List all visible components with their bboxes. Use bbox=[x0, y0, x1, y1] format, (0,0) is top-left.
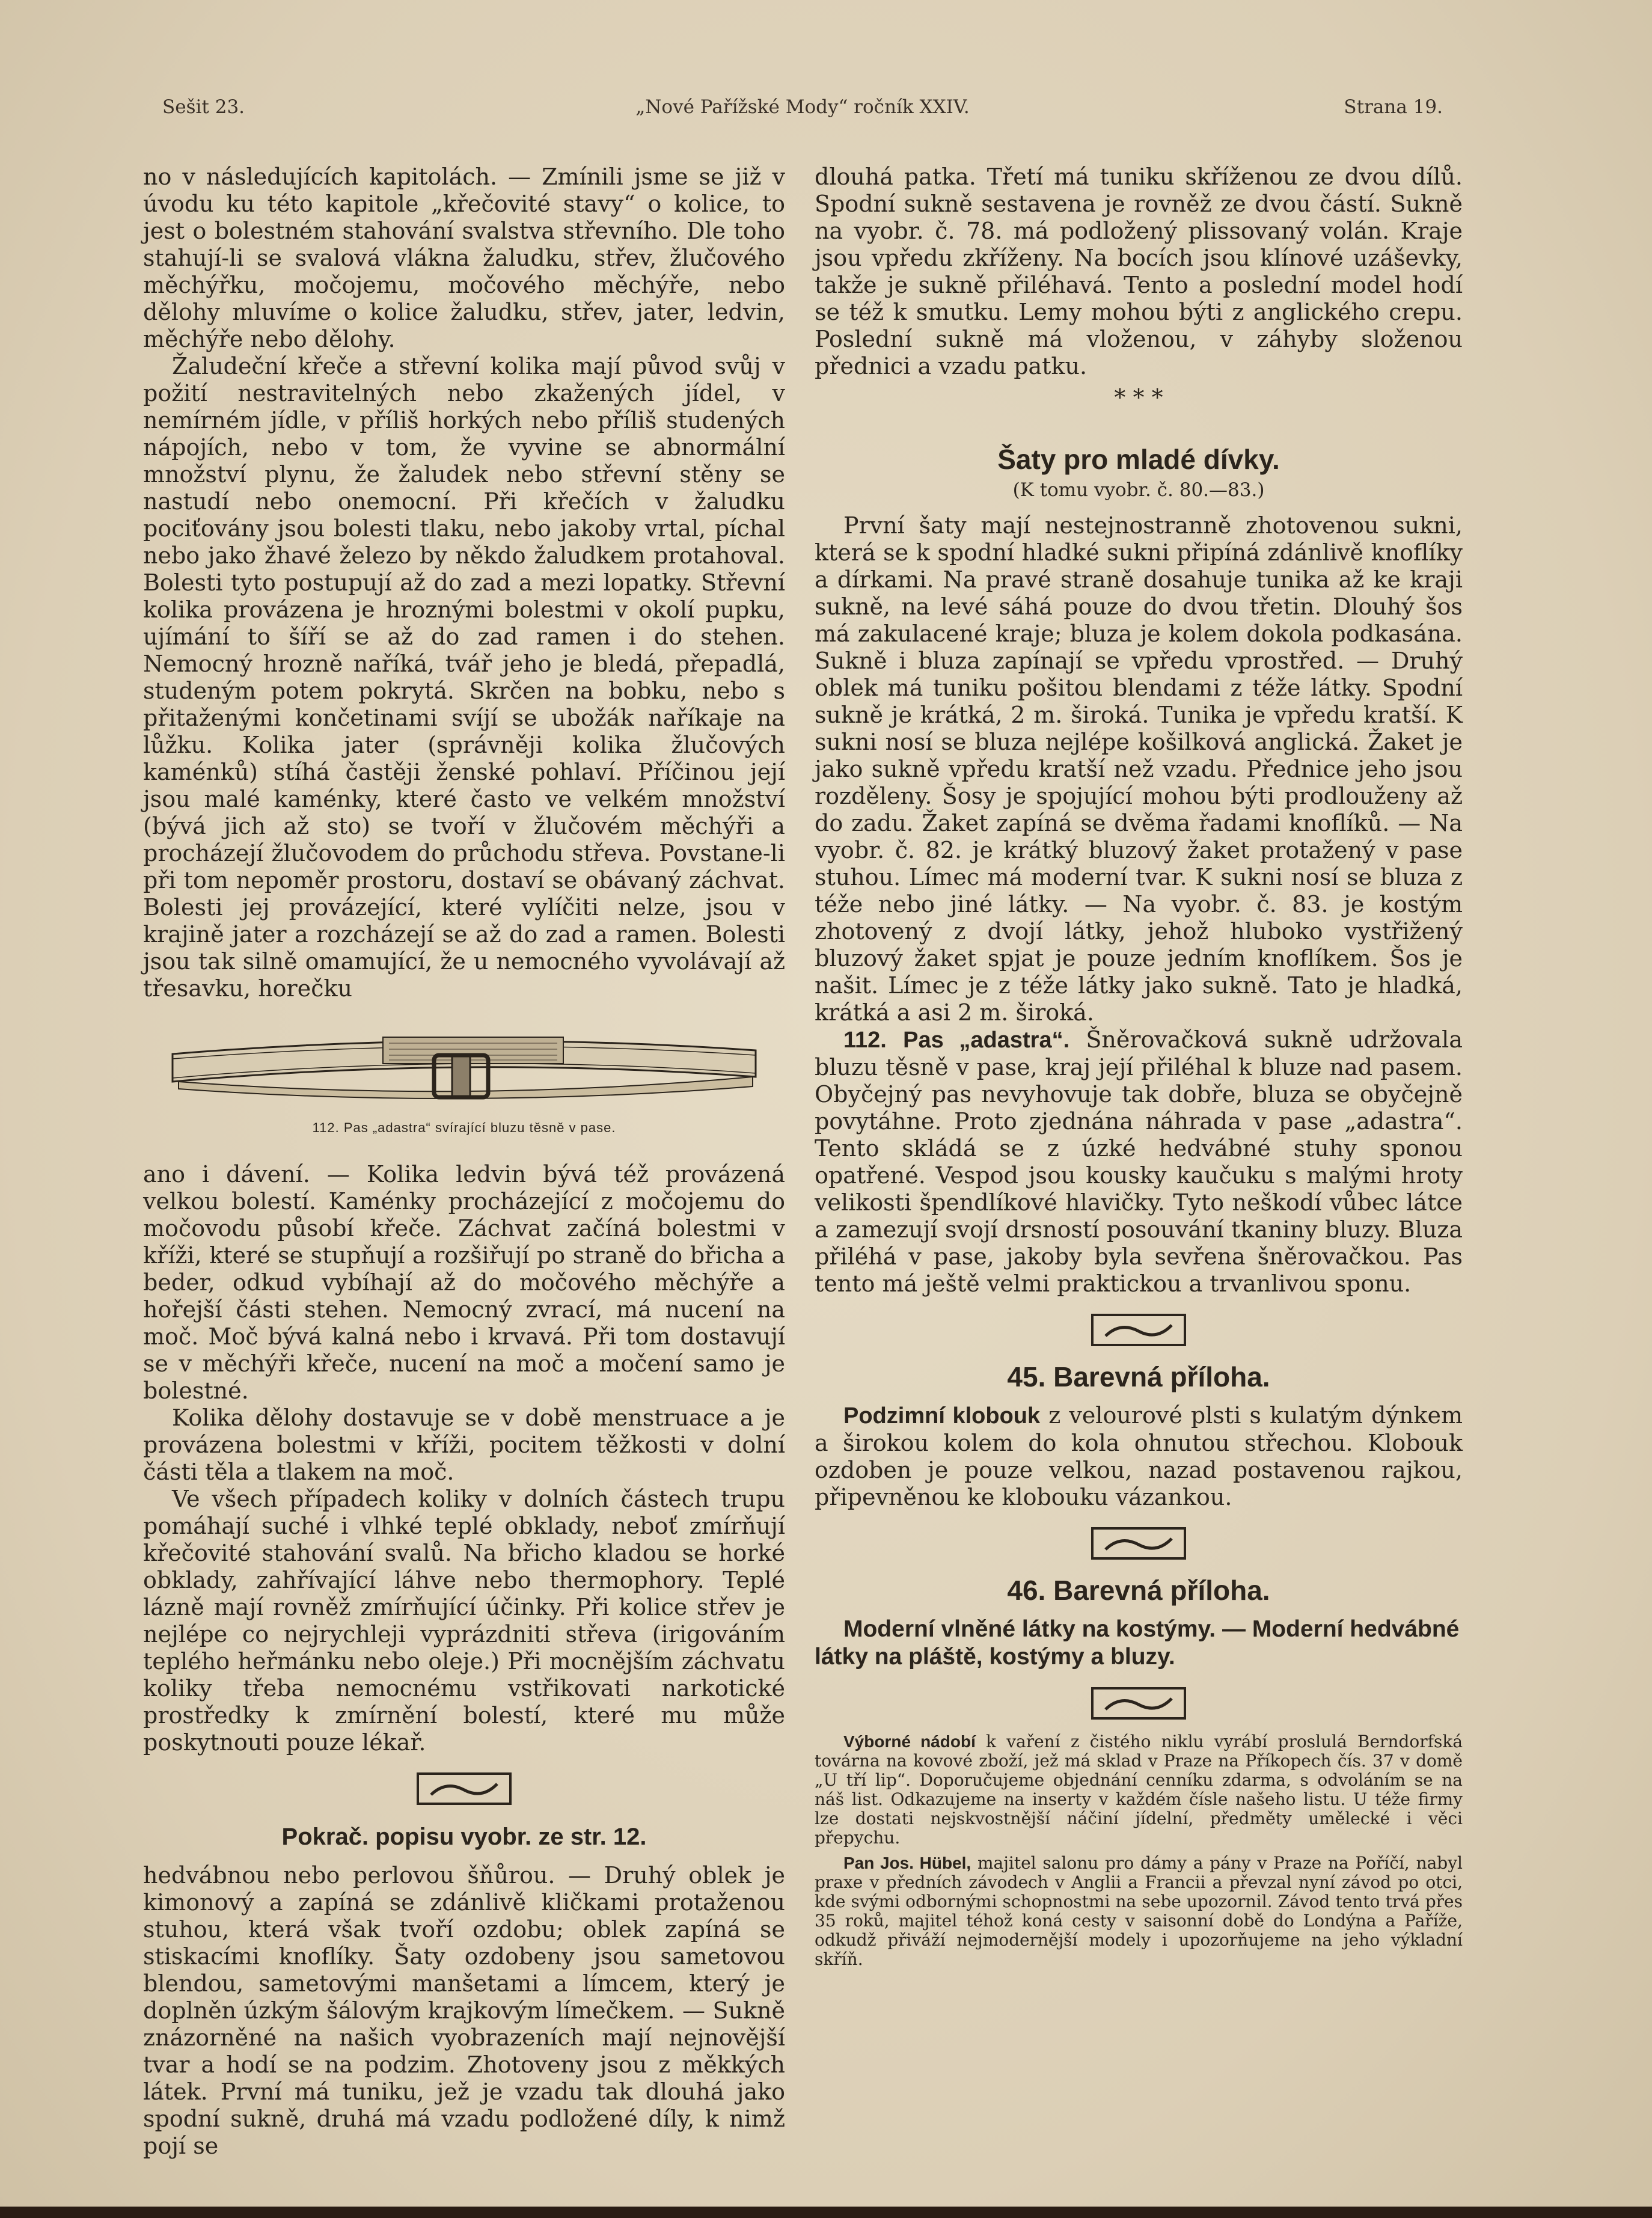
advertisement-hubel bbox=[815, 1854, 1463, 1969]
paragraph-continuation: hedvábnou nebo perlovou šňůrou. — Druhý oblek je kimonový a zapíná se zdánlivě kličkami protaženou stuhou, která však tvoří ozdobu; oblek zapíná se stiskacími knoflíky. Šaty ozdobeny jsou sametovou blendou, sametovými manšetami a límcem, který je doplněn úzkým šálovým krajkovým límečkem. — Sukně znázorněné na našich vyobrazeních mají nejnovější tvar a hodí se na podzim. Zhotoveny jsou z měkkých látek. První má tuniku, jež je vzadu tak dlouhá jako spodní sukně, druhá má vzadu podložené díly, k nimž pojí se bbox=[143, 1862, 785, 2159]
ad-hubel-text: majitel salonu pro dámy a pány v Praze na Poříčí, nabyl praxe v předních závodech v Anglii a Francii a převzal nyní závod po otci, kde svými odbornými schopnostmi na sebe upozornil. Závod tento trvá přes 35 roků, majitel téhož koná cesty v saisonní době do Londýna a Paříže, odkudž přiváží nejmodernější modely i upozorňujeme na jeho výkladní skříň. bbox=[815, 1853, 1463, 1969]
ad-berndorf-title: Výborné nádobí bbox=[843, 1732, 976, 1751]
issue-number: Sešit 23. bbox=[162, 96, 245, 118]
section-heading-girls-dresses: Šaty pro mladé dívky. bbox=[997, 444, 1280, 475]
ornament-divider bbox=[1091, 1527, 1187, 1560]
ornament-divider bbox=[416, 1772, 512, 1806]
paragraph-plate-45 bbox=[815, 1402, 1463, 1511]
asterism-divider: * * * bbox=[1114, 384, 1163, 411]
section-subheading: (K tomu vyobr. č. 80.—83.) bbox=[1012, 479, 1265, 501]
ornament-divider bbox=[1091, 1313, 1187, 1347]
paragraph-kidney-colic: ano i dávení. — Kolika ledvin bývá též provázená velkou bolestí. Kaménky procházející z močojemu do močovodu působí křeče. Záchvat začíná bolestmi v kříži, které se stupňují a rozšiřují po straně do břicha a beder, odkud vybíhají až do močového měchýře a hořejší části stehen. Nemocný zvrací, má nucení na moč. Moč bývá kalná nebo i krvavá. Při tom dostavují se v měchýři křeče, nucení na moč a močení samo je bolestné. bbox=[143, 1161, 785, 1404]
paragraph-girls-dresses: První šaty mají nestejnostranně zhotovenou sukni, která se k spodní hladké sukni připíná zdánlivě knoflíky a dírkami. Na pravé straně dosahuje tunika až ke kraji sukně, na levé sáhá pouze do dvou třetin. Dlouhý šos má zakulacené kraje; bluza je kolem dokola podkasána. Sukně i bluza zapínají se vpředu vprostřed. — Druhý oblek má tuniku pošitou blendami z téže látky. Spodní sukně je krátká, 2 m. široká. Tunika je vpředu kratší. K sukni nosí se bluza nejlépe košilková anglická. Žaket je jako sukně vpředu kratší než vzadu. Přednice jeho jsou rozděleny. Šosy je spojující mohou býti prodlouženy až do zadu. Žaket zapíná se dvěma řadami knoflíků. — Na vyobr. č. 82. je krátký bluzový žaket protažený v pase stuhou. Límec má moderní tvar. K sukni nosí se bluza z téže nebo jiné látky. — Na vyobr. č. 83. je kostým zhotovený z dvojí látky, jehož hluboko vystřižený bluzový žaket spjat je pouze jedním knoflíkem. Šos je našit. Límec je z téže látky jako sukně. Tato je hladká, krátká a asi 2 m. široká. bbox=[815, 512, 1463, 1026]
adastra-title: Pas „adastra“. bbox=[903, 1028, 1070, 1053]
autumn-hat-title: Podzimní klobouk bbox=[843, 1403, 1041, 1429]
figure-number: 112. bbox=[843, 1028, 887, 1053]
paragraph-uterine-colic: Kolika dělohy dostavuje se v době menstruace a je provázena bolestmi v kříži, pocitem těžkosti v dolní části těla a tlakem na moč. bbox=[143, 1405, 785, 1485]
advertisement-berndorf bbox=[815, 1732, 1463, 1848]
belt-figure bbox=[143, 1019, 785, 1136]
right-column bbox=[815, 164, 1463, 1969]
paragraph-treatment: Ve všech případech koliky v dolních částech trupu pomáhají suché i vlhké teplé obklady, neboť zmírňují křečovité stahování svalů. Na břicho kladou se horké obklady, zahřívající láhve nebo thermophory. Teplé lázně mají rovněž zmírňující účinky. Při kolice střev je nejlépe co nejrychleji vyprázdniti střeva (irigováním teplého heřmánku nebo oleje.) Při mocnějším záchvatu koliky třeba nemocnému vstřikovati narkotické prostředky k zmírnění bolestí, které mu může poskytnouti pouze lékař. bbox=[143, 1486, 785, 1756]
magazine-title: „Nové Pařížské Mody“ ročník XXIV. bbox=[635, 96, 970, 118]
page-number: Strana 19. bbox=[1344, 96, 1443, 118]
figure-caption: 112. Pas „adastra“ svírající bluzu těsně v pase. bbox=[312, 1120, 616, 1135]
paragraph-plate-46: Moderní vlněné látky na kostýmy. — Moderní hedvábné látky na pláště, kostýmy a bluzy. bbox=[815, 1616, 1460, 1670]
paragraph-skirts: dlouhá patka. Třetí má tuniku skříženou ze dvou dílů. Spodní sukně sestavena je rovněž ze dvou částí. Sukně na vyobr. č. 78. má podložený plissovaný volán. Kraje jsou vpředu zkříženy. Na bocích jsou klínové uzáševky, takže je sukně přiléhavá. Tento a poslední model hodí se též k smutku. Lemy mohou býti z anglického crepu. Poslední sukně má vloženou, v záhyby složenou přednici a vzadu patku. bbox=[815, 164, 1463, 379]
page-bottom-edge bbox=[0, 2207, 1652, 2218]
plate-45-heading: 45. Barevná příloha. bbox=[1007, 1361, 1270, 1392]
ad-hubel-title: Pan Jos. Hübel, bbox=[843, 1854, 971, 1872]
adastra-text: Šněrovačková sukně udržovala bluzu těsně v pase, kraj její přiléhal k bluze nad pasem. Obyčejný pas nevyhovuje tak dobře, bluza se obyčejně povytáhne. Proto zjednána náhrada v pase „adastra“. Tento skládá se z úzké hedvábné stuhy sponou opatřené. Vespod jsou kousky kaučuku s malými hroty velikosti špendlíkové hlavičky. Tyto neškodí vůbec látce a zamezují svojí drsností posouvání tkaniny bluzy. Bluza přiléhá v pase, jakoby byla sevřena šněrovačkou. Pas tento má ještě velmi praktickou a trvanlivou sponu. bbox=[815, 1026, 1463, 1297]
autumn-hat-text: z velourové plsti s kulatým dýnkem a širokou kolem do kola ohnutou střechou. Klobouk ozdoben je pouze velkou, nazad postavenou rajkou, připevněnou ke klobouku vázankou. bbox=[815, 1402, 1463, 1510]
paragraph-colic-intro: no v následujících kapitolách. — Zmínili jsme se již v úvodu ku této kapitole „křečovité stavy“ o kolice, to jest o bolestném stahování svalstva střevního. Dle toho stahují-li se svalová vlákna žaludku, střev, žlučového měchýřku, močojemu, močového měchýře, nebo dělohy mluvíme o kolice žaludku, střev, jater, ledvin, měchýře nebo dělohy. bbox=[143, 164, 785, 352]
paragraph-adastra-belt bbox=[815, 1026, 1463, 1297]
paragraph-stomach-cramps: Žaludeční křeče a střevní kolika mají původ svůj v požití nestravitelných nebo zkažených jídel, v nemírném jídle, v příliš horkých nebo příliš studených nápojích, nebo v tom, že vyvine se abnormální množství plynu, že žaludek nebo střevní stěny se nastudí nebo onemocní. Při křečích v žaludku pociťovány jsou bolesti tlaku, nebo jakoby vrtal, píchal nebo jako žhavé železo by někdo žaludkem protahoval. Bolesti tyto postupují až do zad a mezi lopatky. Střevní kolika provázena je hroznými bolestmi v okolí pupku, ujímání to šíří se až do zad ramen i do stehen. Nemocný hrozně naříká, tvář jeho je bledá, přepadlá, studeným potem pokrytá. Skrčen na bobku, nebo s přitaženými končetinami svíjí se ubožák naříkaje na lůžku. Kolika jater (správněji kolika žlučových kaménků) stíhá častěji ženské pohlaví. Příčinou její jsou malé kaménky, které často ve velkém množství (bývá jich až sto) se tvoří v žlučovém měchýři a procházejí žlučovodem do průchodu střeva. Povstane-li při tom nepoměr prostoru, dostaví se obávaný záchvat. Bolesti jej provázející, které vylíčiti nelze, jsou v krajině jater a rozcházejí se až do zad a ramen. Bolesti jsou tak silně omamující, že u nemocného vyvolávají až třesavku, horečku bbox=[143, 353, 785, 1002]
ad-berndorf-text: k vaření z čistého niklu vyrábí proslulá Berndorfská továrna na kovové zboží, jež má sklad v Praze na Příkopech čís. 37 v domě „U tří lip“. Doporučujeme objednání cenníku zdarma, s odvoláním se na náš list. Odkazujeme na inserty v každém čísle našeho listu. U téže firmy lze dostati nejskvostnější náčiní jídelní, předměty umělecké i věci přepychu. bbox=[815, 1732, 1463, 1848]
belt-illustration bbox=[167, 1019, 762, 1109]
left-column bbox=[143, 164, 785, 2160]
ornament-divider bbox=[1091, 1686, 1187, 1720]
plate-46-heading: 46. Barevná příloha. bbox=[1007, 1575, 1270, 1606]
continuation-heading: Pokrač. popisu vyobr. ze str. 12. bbox=[281, 1824, 647, 1850]
running-header bbox=[162, 96, 1443, 132]
